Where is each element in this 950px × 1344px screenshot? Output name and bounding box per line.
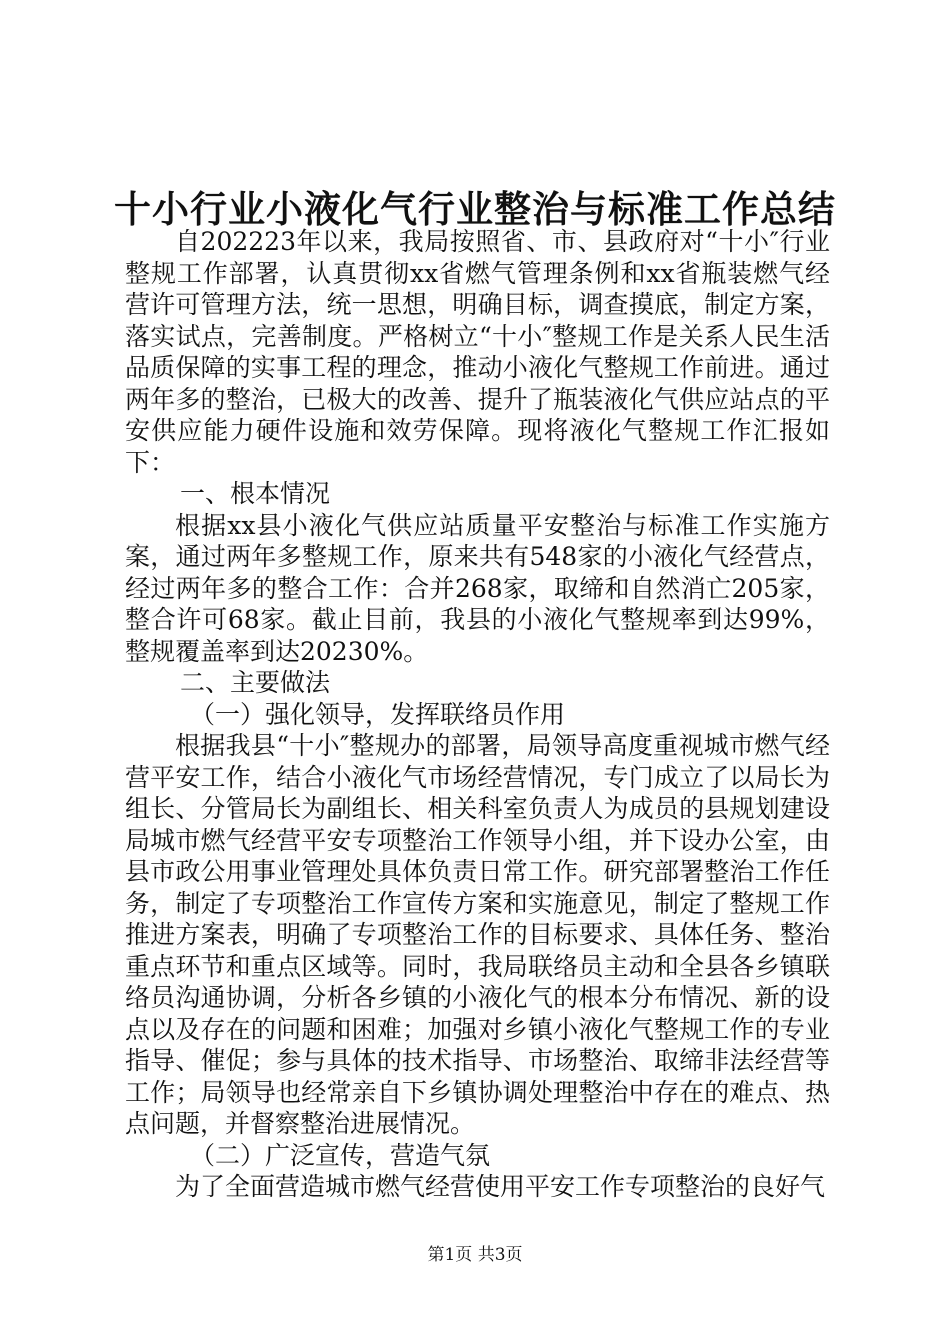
sub-heading-publicity: （二）广泛宣传，营造气氛 bbox=[190, 1140, 491, 1170]
publicity-paragraph: 为了全面营造城市燃气经营使用平安工作专项整治的良好气 bbox=[175, 1172, 826, 1201]
page-footer: 第1页 共3页 bbox=[427, 1245, 523, 1265]
basic-situation-paragraph: 根据xx县小液化气供应站质量平安整治与标准工作实施方案，通过两年多整规工作，原来共有548家的小液化气经营点，经过两年多的整合工作：合并268家，取缔和自然消亡205家，整合许可68家。截止目前，我县的小液化气整规率到达99%，整规覆盖率到达20230%。 bbox=[125, 510, 830, 666]
section-heading-basic-situation: 一、根本情况 bbox=[180, 479, 331, 508]
section-heading-main-practices: 二、主要做法 bbox=[180, 668, 331, 697]
sub-heading-leadership: （一）强化领导，发挥联络员作用 bbox=[190, 699, 566, 729]
intro-paragraph: 自202223年以来，我局按照省、市、县政府对“十小″行业整规工作部署，认真贯彻xx省燃气管理条例和xx省瓶装燃气经营许可管理方法，统一思想，明确目标，调查摸底，制定方案，落实试点，完善制度。严格树立“十小″整规工作是关系人民生活品质保障的实事工程的理念，推动小液化气整规工作前进。通过两年多的整治，已极大的改善、提升了瓶装液化气供应站点的平安供应能力硬件设施和效劳保障。现将液化气整规工作汇报如下： bbox=[125, 227, 830, 477]
document-body bbox=[125, 226, 830, 1203]
document-title: 十小行业小液化气行业整治与标准工作总结 bbox=[114, 187, 836, 231]
leadership-paragraph: 根据我县“十小″整规办的部署，局领导高度重视城市燃气经营平安工作，结合小液化气市场经营情况，专门成立了以局长为组长、分管局长为副组长、相关科室负责人为成员的县规划建设局城市燃气经营平安专项整治工作领导小组，并下设办公室，由县市政公用事业管理处具体负责日常工作。研究部署整治工作任务，制定了专项整治工作宣传方案和实施意见，制定了整规工作推进方案表，明确了专项整治工作的目标要求、具体任务、整治重点环节和重点区域等。同时，我局联络员主动和全县各乡镇联络员沟通协调，分析各乡镇的小液化气的根本分布情况、新的设点以及存在的问题和困难；加强对乡镇小液化气整规工作的专业指导、催促；参与具体的技术指导、市场整治、取缔非法经营等工作；局领导也经常亲自下乡镇协调处理整治中存在的难点、热点问题，并督察整治进展情况。 bbox=[125, 731, 830, 1138]
